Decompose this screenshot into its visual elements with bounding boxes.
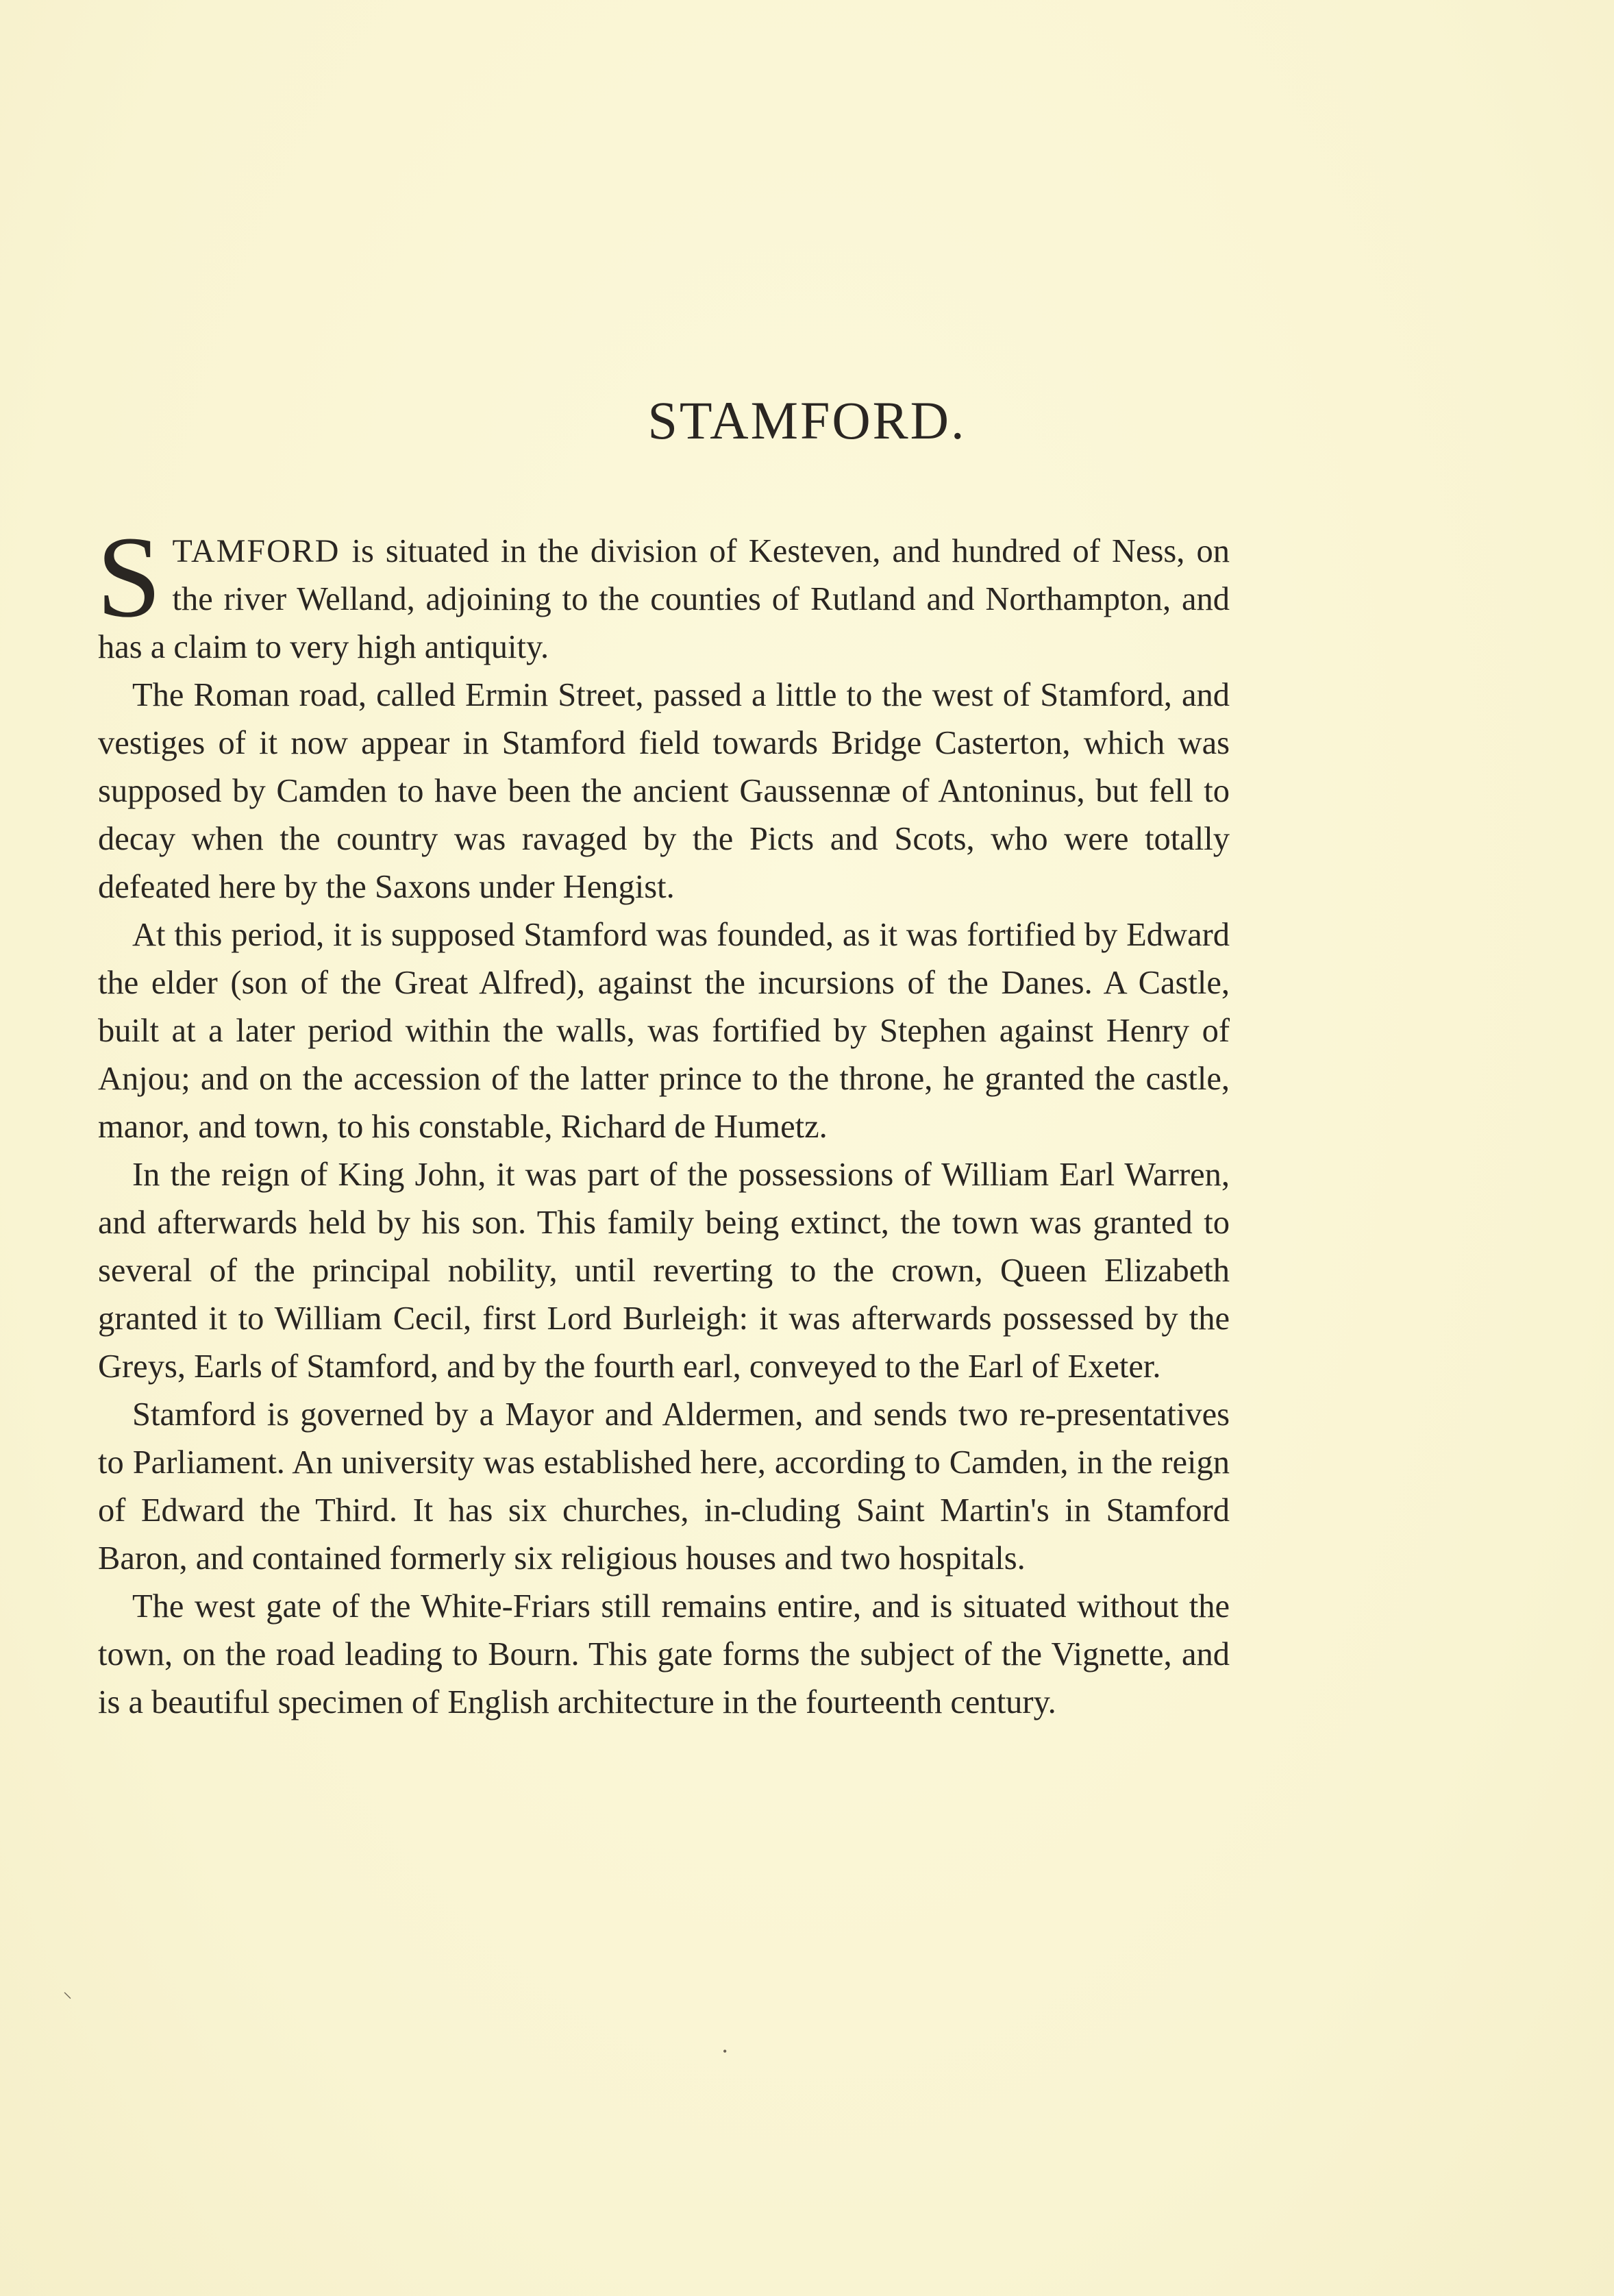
intro-text: is situated in the division of Kesteven, and hundred of Ness, on the river Welland, adjoining to the counties of Rutland and Northampton, and has a claim to very high antiquity. (98, 533, 1230, 665)
intro-paragraph (97, 513, 1230, 671)
drop-cap: S (97, 513, 162, 641)
page-title: STAMFORD. (647, 391, 967, 450)
paragraph-white-friars: The west gate of the White-Friars still remains entire, and is situated without the town, on the road leading to Bourn. This gate forms the subject of the Vignette, and is a beautiful specimen of English architecture in the fourteenth century. (98, 1588, 1230, 1720)
paragraph-roman-road: The Roman road, called Ermin Street, passed a little to the west of Stamford, and vestiges of it now appear in Stamford field towards Bridge Casterton, which was supposed by Camden to have been the ancient Gaussennæ of Antoninus, but fell to decay when the country was ravaged by the Picts and Scots, who were totally defeated here by the Saxons under Hengist. (98, 677, 1230, 905)
paragraph-king-john: In the reign of King John, it was part of the possessions of William Earl Warren, and afterwards held by his son. This family being extinct, the town was granted to several of the principal nobility, until reverting to the crown, Queen Elizabeth granted it to William Cecil, first Lord Burleigh: it was afterwards possessed by the Greys, Earls of Stamford, and by the fourth earl, conveyed to the Earl of Exeter. (98, 1157, 1230, 1385)
intro-lead-word: TAMFORD (172, 533, 340, 569)
speck-mark: • (723, 2045, 728, 2058)
margin-mark: ⸌ (63, 1989, 73, 2009)
paragraph-founding: At this period, it is supposed Stamford was founded, as it was fortified by Edward the elder (son of the Great Alfred), against the incursions of the Danes. A Castle, built at a later period within the walls, was fortified by Stephen against Henry of Anjou; and on the accession of the latter prince to the throne, he granted the castle, manor, and town, to his constable, Richard de Humetz. (98, 917, 1230, 1145)
paragraph-government: Stamford is governed by a Mayor and Aldermen, and sends two re-presentatives to Parliament. An university was established here, according to Camden, in the reign of Edward the Third. It has six churches, in-cluding Saint Martin's in Stamford Baron, and contained formerly six religious houses and two hospitals. (98, 1396, 1230, 1577)
body-text (97, 513, 1230, 1727)
